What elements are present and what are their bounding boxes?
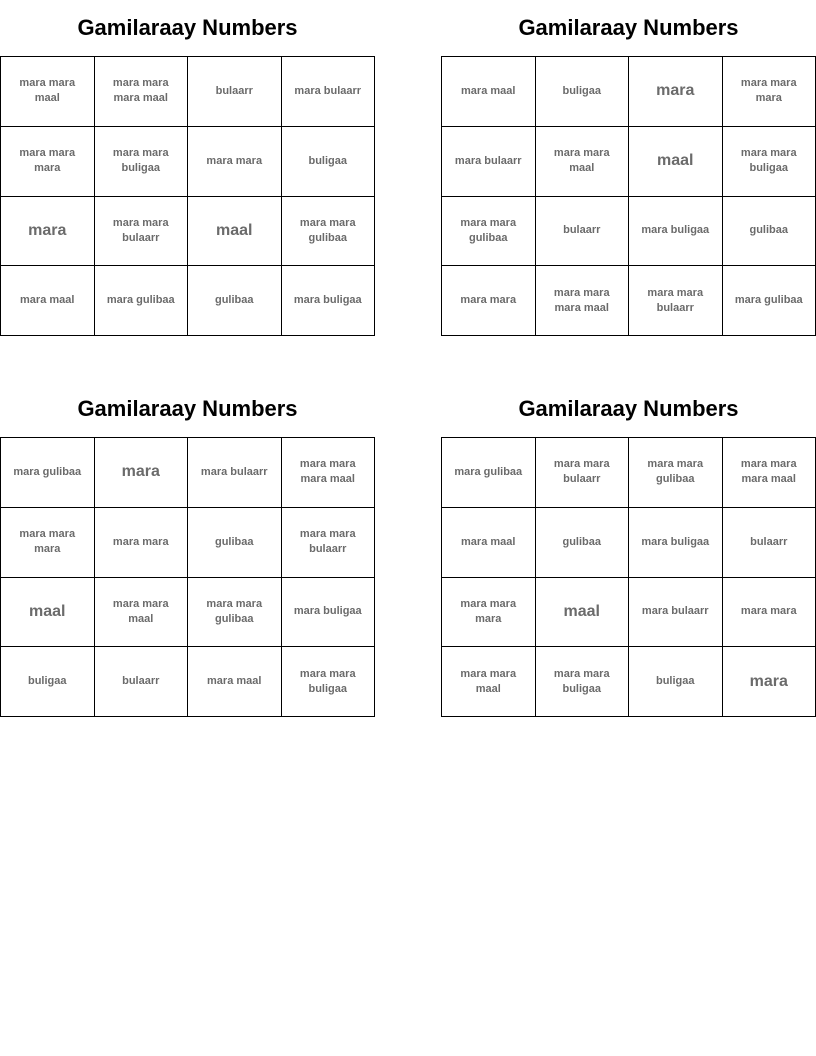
bingo-cell: mara mara buligaa [536,647,630,717]
bingo-cell: mara bulaarr [629,578,723,648]
bingo-grid [0,56,375,336]
bingo-cell: mara buligaa [629,508,723,578]
bingo-cell: gulibaa [188,508,282,578]
bingo-cell: mara mara gulibaa [629,438,723,508]
bingo-cell: mara mara mara [1,508,95,578]
bingo-cell: gulibaa [536,508,630,578]
bingo-cell: maal [536,578,630,648]
bingo-cell: mara mara bulaarr [536,438,630,508]
bingo-cell: gulibaa [188,266,282,336]
bingo-cell: mara mara maal [442,647,536,717]
bingo-cell: mara gulibaa [442,438,536,508]
bingo-cell: mara mara gulibaa [282,197,376,267]
bingo-grid [441,56,816,336]
bingo-cell: bulaarr [723,508,816,578]
bingo-grid [0,437,375,717]
bingo-cell: mara mara buligaa [282,647,376,717]
bingo-cell: bulaarr [95,647,189,717]
bingo-cell: mara gulibaa [723,266,816,336]
bingo-cell: mara mara mara maal [723,438,816,508]
bingo-cell: mara mara bulaarr [629,266,723,336]
bingo-grid [441,437,816,717]
bingo-cell: gulibaa [723,197,816,267]
bingo-cell: mara [629,57,723,127]
bingo-cell: maal [188,197,282,267]
bingo-cell: mara mara mara maal [282,438,376,508]
card-title: Gamilaraay Numbers [518,396,739,421]
bingo-cell: mara mara [95,508,189,578]
bingo-cell: mara mara mara [442,578,536,648]
bingo-cell: mara maal [442,57,536,127]
bingo-cell: mara maal [442,508,536,578]
bingo-cell: mara buligaa [629,197,723,267]
bingo-cell: mara maal [188,647,282,717]
bingo-cell: maal [1,578,95,648]
bingo-cell: mara gulibaa [95,266,189,336]
bingo-card-4 [441,381,816,717]
bingo-cell: buligaa [629,647,723,717]
bingo-cell: mara [723,647,816,717]
bingo-cell: mara mara mara maal [536,266,630,336]
bingo-cell: mara mara buligaa [95,127,189,197]
bingo-cell: mara mara maal [536,127,630,197]
bingo-cell: mara mara mara maal [95,57,189,127]
bingo-cell: mara mara [442,266,536,336]
bingo-cell: mara maal [1,266,95,336]
bingo-cell: maal [629,127,723,197]
bingo-cell: mara mara gulibaa [188,578,282,648]
bingo-cell: buligaa [536,57,630,127]
bingo-cell: bulaarr [536,197,630,267]
bingo-cell: mara bulaarr [188,438,282,508]
card-title: Gamilaraay Numbers [518,15,739,40]
bingo-cell: mara mara maal [95,578,189,648]
bingo-cell: mara mara maal [1,57,95,127]
bingo-cell: mara mara mara [1,127,95,197]
bingo-cell: buligaa [282,127,376,197]
bingo-cell: mara mara buligaa [723,127,816,197]
bingo-card-1 [0,0,375,336]
bingo-cell: mara mara bulaarr [95,197,189,267]
bingo-cell: mara [95,438,189,508]
bingo-cell: mara mara gulibaa [442,197,536,267]
bingo-cell: mara [1,197,95,267]
bingo-cell: bulaarr [188,57,282,127]
bingo-cell: buligaa [1,647,95,717]
bingo-cell: mara buligaa [282,578,376,648]
bingo-card-2 [441,0,816,336]
bingo-cell: mara gulibaa [1,438,95,508]
bingo-cell: mara buligaa [282,266,376,336]
card-title: Gamilaraay Numbers [77,15,298,40]
card-title: Gamilaraay Numbers [77,396,298,421]
bingo-cell: mara mara mara [723,57,816,127]
bingo-cell: mara mara bulaarr [282,508,376,578]
bingo-cell: mara bulaarr [442,127,536,197]
bingo-cell: mara mara [723,578,816,648]
bingo-cell: mara bulaarr [282,57,376,127]
bingo-cell: mara mara [188,127,282,197]
bingo-card-3 [0,381,375,717]
